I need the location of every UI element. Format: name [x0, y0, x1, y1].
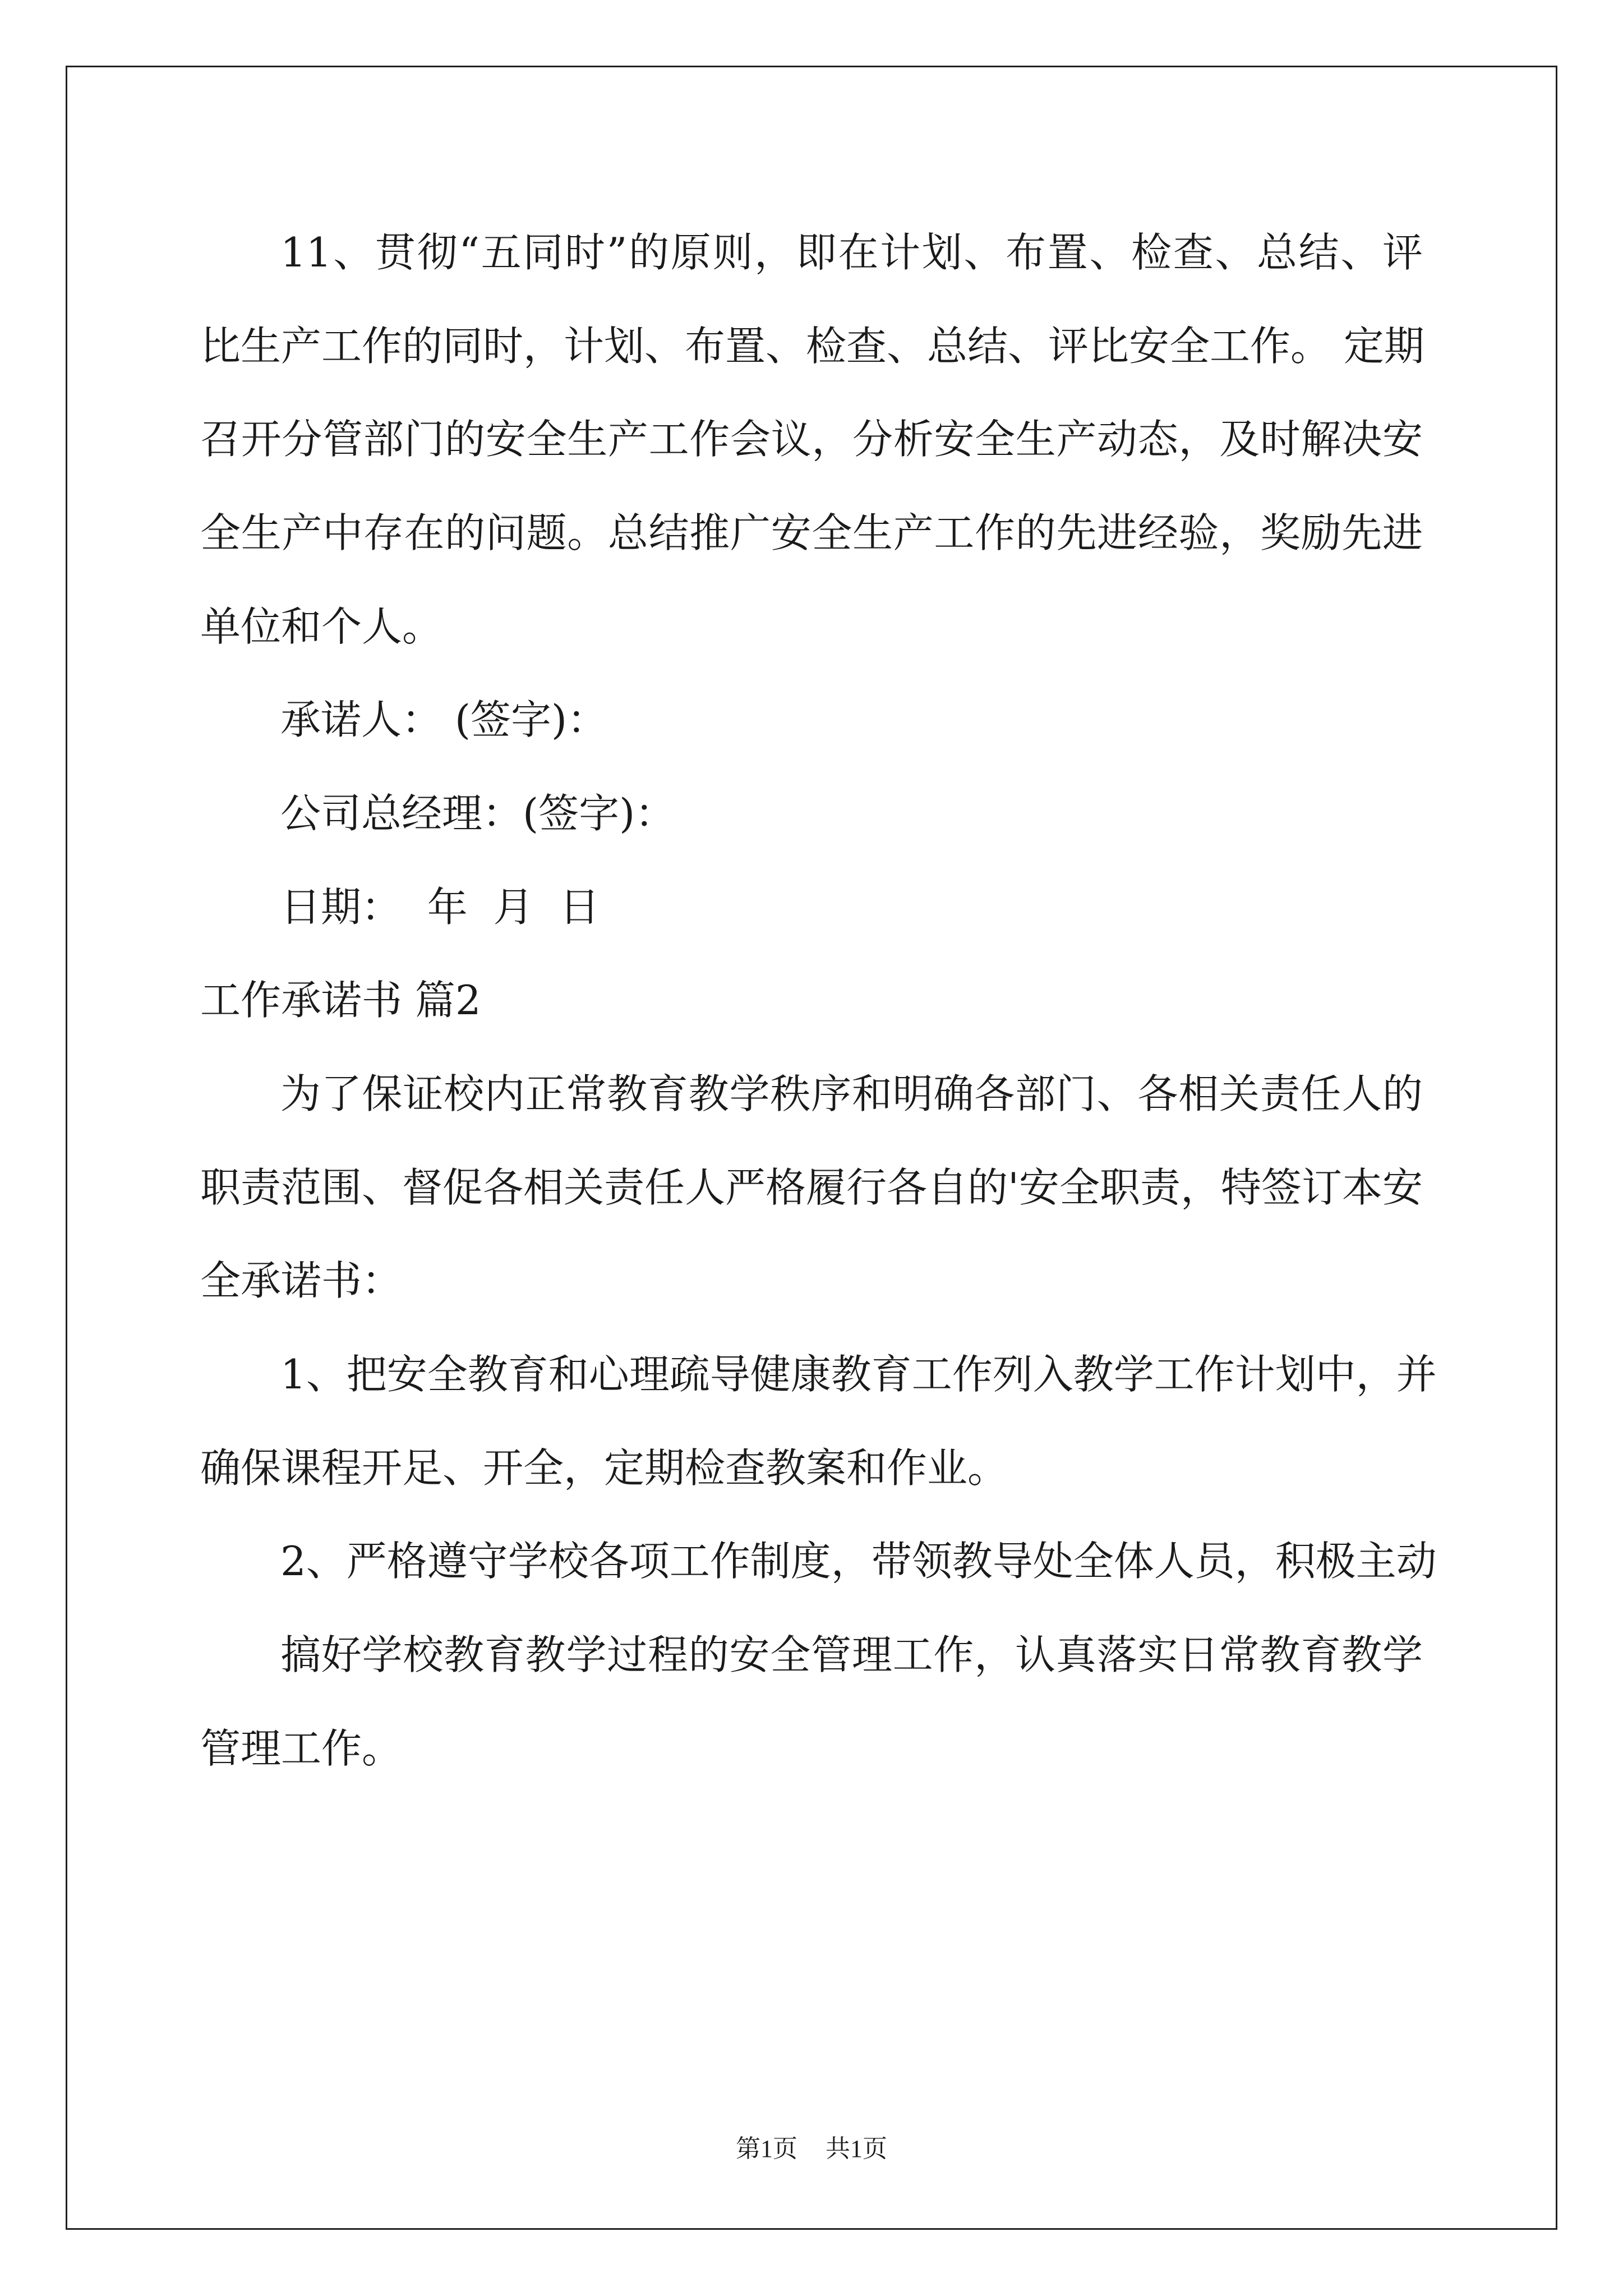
page-total: 共1页 — [826, 2135, 887, 2162]
paragraph-line: 2、严格遵守学校各项工作制度，带领教导处全体人员，积极主动 — [280, 1538, 1437, 1585]
date-line: 日期： 年 月 日 — [280, 884, 600, 931]
paragraph-line: 1、把安全教育和心理疏导健康教育工作列入教学工作计划中，并 — [280, 1351, 1437, 1398]
signature-line-general-manager: 公司总经理：(签字)： — [280, 790, 676, 837]
paragraph-line: 单位和个人。 — [200, 603, 443, 650]
paragraph-line: 确保课程开足、开全，定期检查教案和作业。 — [200, 1444, 1008, 1492]
section-heading: 工作承诺书 篇2 — [200, 977, 481, 1024]
paragraph-line: 为了保证校内正常教育教学秩序和明确各部门、各相关责任人的 — [280, 1070, 1423, 1117]
paragraph-line: 比生产工作的同时，计划、布置、检查、总结、评比安全工作。 定期 — [200, 323, 1424, 370]
page-footer — [0, 2132, 1623, 2166]
paragraph-line: 全承诺书： — [200, 1257, 403, 1304]
page-number: 第1页 — [736, 2135, 797, 2162]
paragraph-line: 11、贯彻“五同时”的原则，即在计划、布置、检查、总结、评 — [280, 229, 1423, 276]
paragraph-line: 管理工作。 — [200, 1725, 403, 1772]
paragraph-line: 全生产中存在的问题。总结推广安全生产工作的先进经验，奖励先进 — [200, 509, 1423, 556]
signature-line-promisor: 承诺人： (签字)： — [280, 696, 608, 743]
paragraph-line: 搞好学校教育教学过程的安全管理工作，认真落实日常教育教学 — [280, 1631, 1423, 1678]
page-border — [66, 66, 1557, 2230]
paragraph-line: 职责范围、督促各相关责任人严格履行各自的'安全职责，特签订本安 — [200, 1164, 1423, 1211]
paragraph-line: 召开分管部门的安全生产工作会议，分析安全生产动态，及时解决安 — [200, 416, 1423, 463]
